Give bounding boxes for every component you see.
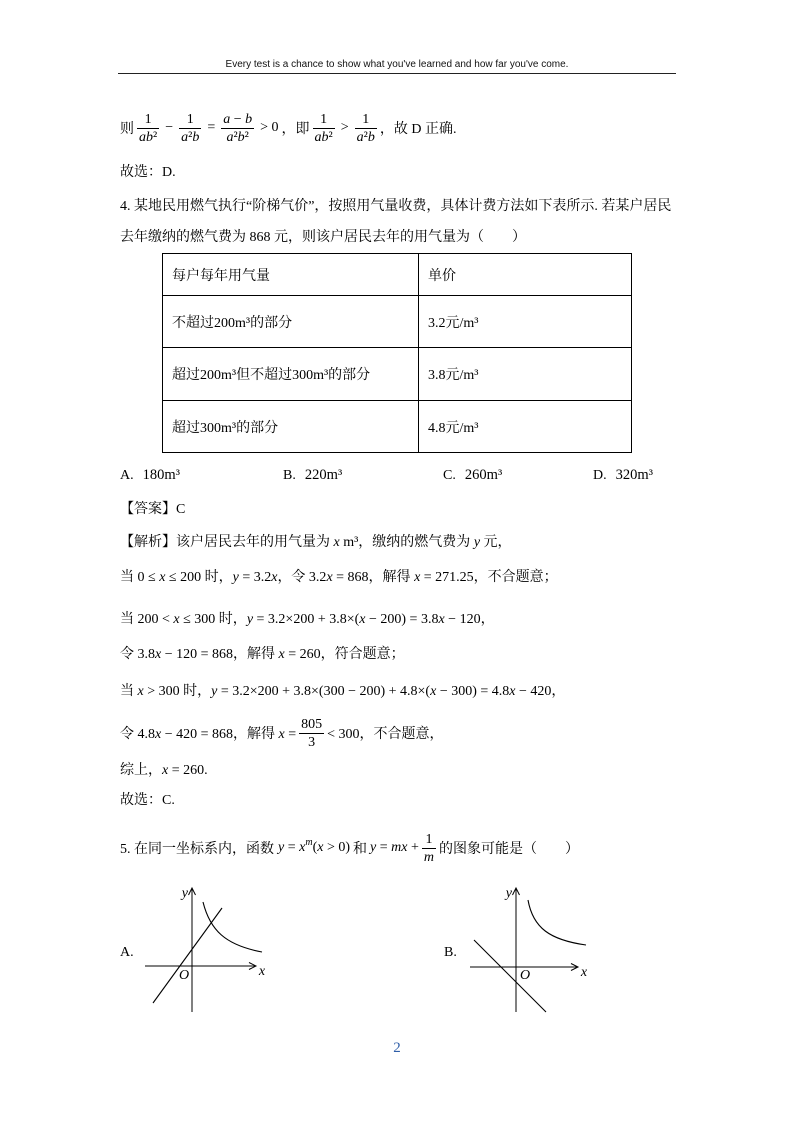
- fraction-numerator: 1: [362, 111, 370, 127]
- fraction-denominator: a²b²: [226, 129, 249, 145]
- fraction: [422, 831, 436, 866]
- analysis-summary: 综上，x = 260.: [120, 763, 208, 778]
- power-function-curve: [528, 900, 586, 945]
- greater-than-zero: > 0: [260, 120, 279, 135]
- analysis-case-3: 当 x > 300 时，y = 3.2×200 + 3.8×(300 − 200) + 4.8×(x − 300) = 4.8x − 420，: [120, 684, 566, 699]
- option-value: 180m³: [142, 467, 181, 483]
- table-row: [163, 401, 632, 453]
- table-header-row: [163, 254, 632, 296]
- fraction: [137, 111, 159, 146]
- fraction: [355, 111, 377, 146]
- case-3-solve-prefix: 令 4.8x − 420 = 868，解得 x =: [120, 727, 297, 742]
- y-axis-label: y: [505, 886, 512, 901]
- table-header-cell: 单价: [419, 254, 632, 296]
- q5-conjunction: 和: [353, 842, 368, 857]
- table-cell-usage: 超过300m³的部分: [163, 401, 419, 453]
- power-function-domain: (x > 0): [312, 840, 351, 855]
- fraction-denominator: ab²: [139, 129, 158, 145]
- analysis-intro: 【解析】该户居民去年的用气量为 x m³，缴纳的燃气费为 y 元，: [120, 535, 512, 550]
- power-function-exponent: m: [305, 837, 313, 848]
- minus-operator: −: [165, 120, 174, 135]
- fraction-numerator: 1: [320, 111, 328, 127]
- q4-answer: 【答案】C: [120, 502, 186, 517]
- table-cell-usage: 超过200m³但不超过300m³的部分: [163, 348, 419, 401]
- table-row: [163, 348, 632, 401]
- x-axis-label: x: [580, 965, 588, 980]
- table-row: [163, 296, 632, 348]
- gas-price-table: [162, 253, 632, 453]
- graph-a: [140, 880, 280, 1020]
- q4-stem-line-1: 4. 某地民用燃气执行“阶梯气价”，按照用气量收费，具体计费方法如下表所示. 若某户居民: [120, 199, 672, 214]
- greater-than-operator: >: [340, 120, 349, 135]
- option-letter: A.: [120, 468, 134, 483]
- x-axis-label: x: [258, 964, 266, 979]
- option-c: [443, 465, 502, 485]
- option-letter: B.: [283, 468, 296, 483]
- fraction-denominator: a²b: [181, 129, 200, 145]
- option-letter: D.: [593, 468, 607, 483]
- fraction-numerator: 1: [186, 111, 194, 127]
- table-header-cell: 每户每年用气量: [163, 254, 419, 296]
- fraction-numerator: a − b: [223, 111, 253, 127]
- fraction: [299, 716, 324, 751]
- option-value: 220m³: [304, 467, 343, 483]
- fraction-denominator: m: [423, 849, 435, 865]
- page-number: 2: [393, 1040, 401, 1056]
- option-b: [283, 465, 342, 485]
- q4-stem-line-2: 去年缴纳的燃气费为 868 元，则该户居民去年的用气量为（ ）: [120, 230, 526, 245]
- fraction-numerator: 1: [144, 111, 152, 127]
- q3-conclusion-line: [120, 109, 456, 147]
- origin-label: O: [178, 968, 190, 983]
- y-axis-label: y: [181, 886, 188, 901]
- q5-suffix: 的图象可能是（ ）: [439, 842, 580, 857]
- graph-b-label: B.: [444, 945, 457, 960]
- analysis-case-2: 当 200 < x ≤ 300 时，y = 3.2×200 + 3.8×(x − 200) = 3.8x − 120，: [120, 612, 495, 627]
- conjunction-text: ，即: [281, 122, 310, 137]
- power-function: [278, 837, 351, 856]
- fraction: [221, 111, 254, 146]
- table-cell-price: 3.2元/m³: [419, 296, 632, 348]
- linear-function-lhs: y = mx +: [370, 840, 419, 855]
- option-value: 260m³: [464, 467, 503, 483]
- fraction-numerator: 1: [425, 831, 433, 847]
- linear-function-line: [153, 908, 222, 1003]
- header-motto: Every test is a chance to show what you've learned and how far you've come.: [225, 59, 569, 70]
- analysis-choice: 故选：C.: [120, 793, 175, 808]
- option-a: [120, 465, 180, 485]
- table-cell-price: 3.8元/m³: [419, 348, 632, 401]
- fraction: [179, 111, 201, 146]
- option-value: 320m³: [615, 467, 654, 483]
- table-cell-price: 4.8元/m³: [419, 401, 632, 453]
- linear-function-line: [474, 940, 546, 1012]
- header-rule: [118, 73, 676, 74]
- option-d: [593, 465, 653, 485]
- analysis-case-3-solve: [120, 714, 444, 752]
- equals-operator: =: [207, 120, 216, 135]
- q5-stem-line: [120, 829, 579, 867]
- fraction-numerator: 805: [301, 716, 323, 732]
- power-function-curve: [203, 902, 262, 952]
- conclusion-suffix: ，故 D 正确.: [379, 122, 457, 137]
- case-3-solve-suffix: < 300，不合题意，: [327, 727, 444, 742]
- analysis-case-1: 当 0 ≤ x ≤ 200 时，y = 3.2x，令 3.2x = 868，解得 x = 271.25，不合题意；: [120, 570, 558, 585]
- power-function-base: y = x: [278, 840, 306, 855]
- fraction-denominator: 3: [308, 734, 316, 750]
- fraction-denominator: a²b: [356, 129, 375, 145]
- conclusion-prefix: 则: [120, 122, 134, 137]
- fraction: [313, 111, 335, 146]
- table-cell-usage: 不超过200m³的部分: [163, 296, 419, 348]
- analysis-case-2-solve: 令 3.8x − 120 = 868，解得 x = 260，符合题意；: [120, 647, 405, 662]
- origin-label: O: [519, 968, 531, 983]
- fraction-denominator: ab²: [314, 129, 333, 145]
- q5-prefix: 5. 在同一坐标系内，函数: [120, 842, 274, 857]
- graph-a-label: A.: [120, 945, 134, 960]
- graph-b: [460, 880, 600, 1020]
- q3-choice: 故选：D.: [120, 165, 176, 180]
- option-letter: C.: [443, 468, 456, 483]
